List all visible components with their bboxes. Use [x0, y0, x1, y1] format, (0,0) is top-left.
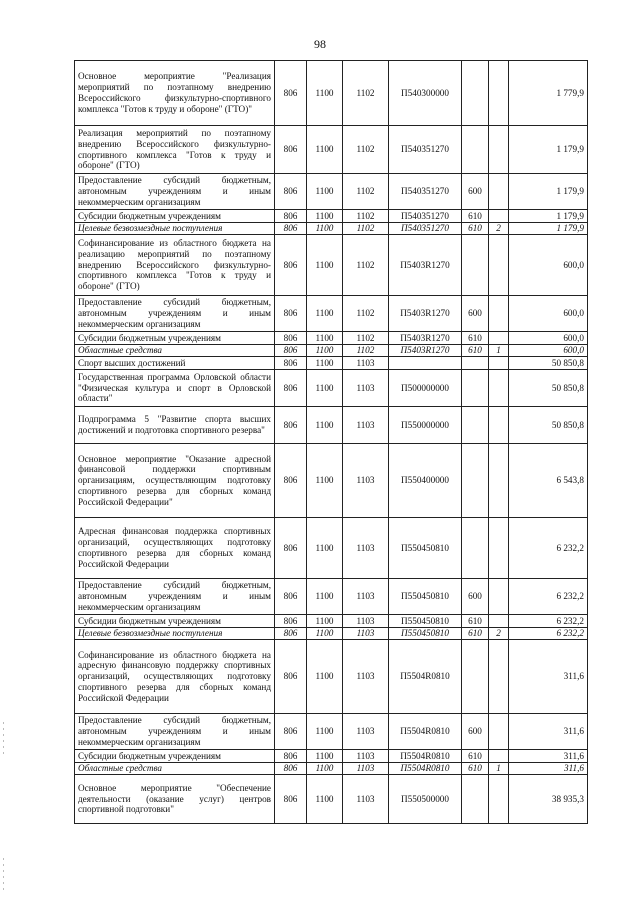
expense-type-code [462, 357, 489, 370]
funding-source-code [489, 357, 509, 370]
row-name: Целевые безвозмездные поступления [75, 628, 275, 640]
ministry-code: 806 [275, 210, 307, 223]
expense-type-code: 600 [462, 174, 489, 210]
funding-source-code [489, 235, 509, 296]
subsection-code: 1103 [343, 370, 389, 407]
expense-type-code [462, 775, 489, 824]
subsection-code: 1103 [343, 714, 389, 750]
expense-type-code [462, 370, 489, 407]
section-code: 1100 [307, 518, 343, 579]
section-code: 1100 [307, 235, 343, 296]
ministry-code: 806 [275, 223, 307, 235]
expense-type-code: 610 [462, 750, 489, 763]
row-name: Предоставление субсидий бюджетным, автономным учреждениям и иным некоммерческим организациям [75, 579, 275, 615]
target-article-code: П5403R1270 [389, 296, 462, 332]
subsection-code: 1103 [343, 579, 389, 615]
section-code: 1100 [307, 628, 343, 640]
section-code: 1100 [307, 126, 343, 174]
ministry-code: 806 [275, 615, 307, 628]
expense-type-code: 610 [462, 763, 489, 775]
target-article-code: П5403R1270 [389, 235, 462, 296]
row-name: Субсидии бюджетным учреждениям [75, 332, 275, 345]
section-code: 1100 [307, 407, 343, 444]
amount: 311,6 [509, 750, 588, 763]
amount: 311,6 [509, 714, 588, 750]
amount: 600,0 [509, 332, 588, 345]
section-code: 1100 [307, 763, 343, 775]
expense-type-code [462, 61, 489, 126]
expense-type-code [462, 640, 489, 714]
target-article-code: П550450810 [389, 615, 462, 628]
funding-source-code: 2 [489, 223, 509, 235]
funding-source-code [489, 126, 509, 174]
expense-type-code [462, 407, 489, 444]
budget-table [74, 60, 588, 824]
target-article-code: П540351270 [389, 223, 462, 235]
table-row [75, 579, 588, 615]
ministry-code: 806 [275, 444, 307, 518]
row-name: Реализация мероприятий по поэтапному внедрению Всероссийского физкультурно-спортивного комплекса "Готов к труду и обороне" (ГТО) [75, 126, 275, 174]
amount: 311,6 [509, 640, 588, 714]
target-article-code: П500000000 [389, 370, 462, 407]
table-row [75, 640, 588, 714]
subsection-code: 1102 [343, 345, 389, 357]
funding-source-code: 1 [489, 345, 509, 357]
subsection-code: 1102 [343, 296, 389, 332]
section-code: 1100 [307, 296, 343, 332]
table-row [75, 296, 588, 332]
section-code: 1100 [307, 345, 343, 357]
funding-source-code [489, 444, 509, 518]
funding-source-code [489, 332, 509, 345]
row-name: Областные средства [75, 345, 275, 357]
expense-type-code [462, 518, 489, 579]
target-article-code: П5403R1270 [389, 332, 462, 345]
section-code: 1100 [307, 210, 343, 223]
funding-source-code [489, 750, 509, 763]
section-code: 1100 [307, 370, 343, 407]
expense-type-code: 610 [462, 223, 489, 235]
table-row [75, 61, 588, 126]
row-name: Предоставление субсидий бюджетным, автономным учреждениям и иным некоммерческим организациям [75, 296, 275, 332]
table-row [75, 223, 588, 235]
funding-source-code [489, 61, 509, 126]
section-code: 1100 [307, 61, 343, 126]
row-name: Целевые безвозмездные поступления [75, 223, 275, 235]
row-name: Основное мероприятие "Обеспечение деятельности (оказание услуг) центров спортивной подготовки" [75, 775, 275, 824]
expense-type-code: 600 [462, 579, 489, 615]
target-article-code: П5504R0810 [389, 640, 462, 714]
ministry-code: 806 [275, 763, 307, 775]
row-name: Предоставление субсидий бюджетным, автономным учреждениям и иным некоммерческим организациям [75, 174, 275, 210]
section-code: 1100 [307, 357, 343, 370]
target-article-code: П5403R1270 [389, 345, 462, 357]
subsection-code: 1102 [343, 174, 389, 210]
subsection-code: 1102 [343, 235, 389, 296]
ministry-code: 806 [275, 518, 307, 579]
amount: 600,0 [509, 235, 588, 296]
target-article-code: П550000000 [389, 407, 462, 444]
expense-type-code [462, 126, 489, 174]
table-row [75, 332, 588, 345]
target-article-code: П550450810 [389, 628, 462, 640]
funding-source-code [489, 296, 509, 332]
section-code: 1100 [307, 775, 343, 824]
section-code: 1100 [307, 174, 343, 210]
subsection-code: 1102 [343, 61, 389, 126]
subsection-code: 1103 [343, 775, 389, 824]
subsection-code: 1103 [343, 750, 389, 763]
row-name: Субсидии бюджетным учреждениям [75, 210, 275, 223]
amount: 1 179,9 [509, 126, 588, 174]
target-article-code: П5504R0810 [389, 763, 462, 775]
target-article-code [389, 357, 462, 370]
target-article-code: П540351270 [389, 126, 462, 174]
table-row [75, 518, 588, 579]
table-row [75, 126, 588, 174]
amount: 6 543,8 [509, 444, 588, 518]
amount: 600,0 [509, 345, 588, 357]
section-code: 1100 [307, 714, 343, 750]
budget-table-body [75, 61, 588, 824]
subsection-code: 1103 [343, 763, 389, 775]
funding-source-code [489, 714, 509, 750]
row-name: Субсидии бюджетным учреждениям [75, 750, 275, 763]
amount: 50 850,8 [509, 370, 588, 407]
ministry-code: 806 [275, 750, 307, 763]
row-name: Подпрограмма 5 "Развитие спорта высших достижений и подготовка спортивного резерва" [75, 407, 275, 444]
funding-source-code [489, 407, 509, 444]
expense-type-code: 610 [462, 628, 489, 640]
table-row [75, 615, 588, 628]
scan-margin-marks [3, 722, 6, 758]
target-article-code: П5504R0810 [389, 750, 462, 763]
row-name: Софинансирование из областного бюджета на реализацию мероприятий по поэтапному внедрению Всероссийского физкультурно-спортивного комплекса "Готов к труду и обороне" (ГТО) [75, 235, 275, 296]
table-row [75, 210, 588, 223]
amount: 6 232,2 [509, 628, 588, 640]
section-code: 1100 [307, 223, 343, 235]
section-code: 1100 [307, 444, 343, 518]
scan-margin-marks-lower [3, 858, 6, 894]
ministry-code: 806 [275, 332, 307, 345]
table-row [75, 370, 588, 407]
section-code: 1100 [307, 615, 343, 628]
target-article-code: П540351270 [389, 174, 462, 210]
row-name: Основное мероприятие "Реализация мероприятий по поэтапному внедрению Всероссийского физкультурно-спортивного комплекса "Готов к труду и обороне" (ГТО)" [75, 61, 275, 126]
table-row [75, 775, 588, 824]
ministry-code: 806 [275, 775, 307, 824]
funding-source-code [489, 210, 509, 223]
amount: 1 179,9 [509, 210, 588, 223]
funding-source-code: 1 [489, 763, 509, 775]
amount: 311,6 [509, 763, 588, 775]
amount: 1 179,9 [509, 174, 588, 210]
subsection-code: 1103 [343, 628, 389, 640]
ministry-code: 806 [275, 714, 307, 750]
ministry-code: 806 [275, 579, 307, 615]
target-article-code: П550450810 [389, 579, 462, 615]
table-row [75, 750, 588, 763]
row-name: Основное мероприятие "Оказание адресной финансовой поддержки спортивным организациям, осуществляющим подготовку спортивного резерва для сборных команд Российской Федерации" [75, 444, 275, 518]
ministry-code: 806 [275, 357, 307, 370]
table-row [75, 628, 588, 640]
subsection-code: 1102 [343, 332, 389, 345]
funding-source-code [489, 579, 509, 615]
subsection-code: 1103 [343, 640, 389, 714]
funding-source-code [489, 174, 509, 210]
row-name: Субсидии бюджетным учреждениям [75, 615, 275, 628]
subsection-code: 1103 [343, 518, 389, 579]
ministry-code: 806 [275, 235, 307, 296]
amount: 38 935,3 [509, 775, 588, 824]
ministry-code: 806 [275, 61, 307, 126]
section-code: 1100 [307, 750, 343, 763]
subsection-code: 1103 [343, 357, 389, 370]
subsection-code: 1103 [343, 407, 389, 444]
ministry-code: 806 [275, 126, 307, 174]
section-code: 1100 [307, 579, 343, 615]
amount: 1 779,9 [509, 61, 588, 126]
amount: 50 850,8 [509, 357, 588, 370]
funding-source-code: 2 [489, 628, 509, 640]
row-name: Софинансирование из областного бюджета на адресную финансовую поддержку спортивных организаций, осуществляющих подготовку спортивного резерва для сборных команд Российской Федерации [75, 640, 275, 714]
funding-source-code [489, 518, 509, 579]
table-row [75, 174, 588, 210]
row-name: Областные средства [75, 763, 275, 775]
target-article-code: П5504R0810 [389, 714, 462, 750]
amount: 600,0 [509, 296, 588, 332]
row-name: Государственная программа Орловской области "Физическая культура и спорт в Орловской области" [75, 370, 275, 407]
target-article-code: П550400000 [389, 444, 462, 518]
expense-type-code: 610 [462, 345, 489, 357]
ministry-code: 806 [275, 345, 307, 357]
ministry-code: 806 [275, 407, 307, 444]
funding-source-code [489, 615, 509, 628]
target-article-code: П550450810 [389, 518, 462, 579]
table-row [75, 345, 588, 357]
subsection-code: 1103 [343, 444, 389, 518]
expense-type-code: 610 [462, 615, 489, 628]
expense-type-code [462, 444, 489, 518]
expense-type-code [462, 235, 489, 296]
table-row [75, 763, 588, 775]
table-row [75, 444, 588, 518]
funding-source-code [489, 640, 509, 714]
expense-type-code: 600 [462, 296, 489, 332]
target-article-code: П550500000 [389, 775, 462, 824]
ministry-code: 806 [275, 296, 307, 332]
ministry-code: 806 [275, 628, 307, 640]
funding-source-code [489, 370, 509, 407]
ministry-code: 806 [275, 640, 307, 714]
target-article-code: П540351270 [389, 210, 462, 223]
table-row [75, 357, 588, 370]
amount: 6 232,2 [509, 579, 588, 615]
expense-type-code: 610 [462, 210, 489, 223]
row-name: Адресная финансовая поддержка спортивных организаций, осуществляющих подготовку спортивного резерва для сборных команд Российской Федерации [75, 518, 275, 579]
subsection-code: 1102 [343, 223, 389, 235]
amount: 50 850,8 [509, 407, 588, 444]
subsection-code: 1103 [343, 615, 389, 628]
subsection-code: 1102 [343, 210, 389, 223]
table-row [75, 714, 588, 750]
funding-source-code [489, 775, 509, 824]
expense-type-code: 600 [462, 714, 489, 750]
expense-type-code: 610 [462, 332, 489, 345]
subsection-code: 1102 [343, 126, 389, 174]
ministry-code: 806 [275, 174, 307, 210]
page-number: 98 [314, 37, 326, 51]
amount: 6 232,2 [509, 518, 588, 579]
table-row [75, 235, 588, 296]
row-name: Спорт высших достижений [75, 357, 275, 370]
amount: 6 232,2 [509, 615, 588, 628]
target-article-code: П540300000 [389, 61, 462, 126]
ministry-code: 806 [275, 370, 307, 407]
row-name: Предоставление субсидий бюджетным, автономным учреждениям и иным некоммерческим организациям [75, 714, 275, 750]
section-code: 1100 [307, 332, 343, 345]
amount: 1 179,9 [509, 223, 588, 235]
table-row [75, 407, 588, 444]
section-code: 1100 [307, 640, 343, 714]
